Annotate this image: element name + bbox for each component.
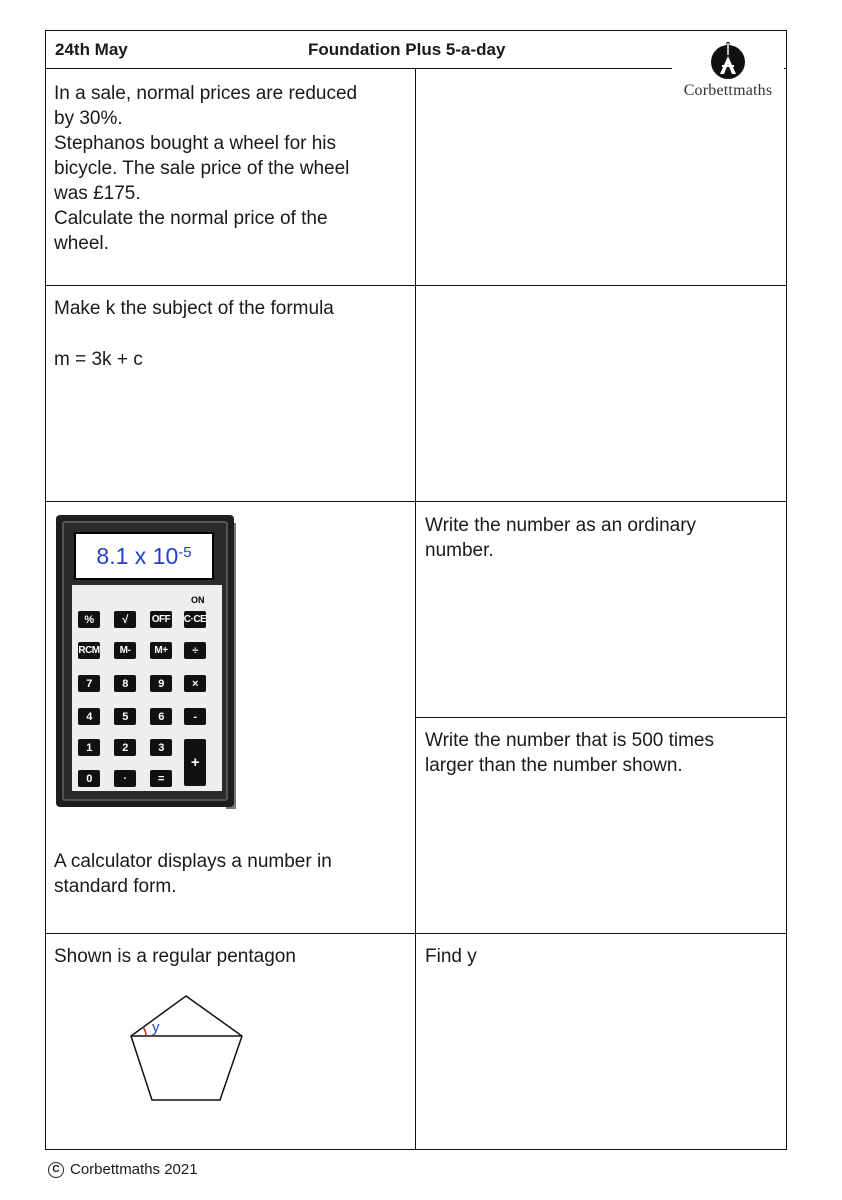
question-1-line: Calculate the normal price of the	[54, 208, 328, 229]
calculator-body	[56, 515, 234, 807]
question-1-line: wheel.	[54, 233, 109, 254]
question-1-line: was £175.	[54, 183, 141, 204]
key-divide: ÷	[184, 642, 206, 659]
key-9: 9	[150, 675, 172, 692]
key-minus: -	[184, 708, 206, 725]
corbettmaths-logo	[672, 42, 784, 102]
question-4-text	[54, 944, 404, 969]
display-exponent: -5	[178, 543, 192, 561]
column-divider	[415, 69, 416, 1149]
worksheet-date: 24th May	[55, 40, 128, 59]
key-m-minus: M-	[114, 642, 136, 659]
logo-text: Corbettmaths	[683, 82, 773, 99]
key-decimal: ·	[114, 770, 136, 787]
key-equals: =	[150, 770, 172, 787]
footer	[48, 1161, 198, 1178]
key-6: 6	[150, 708, 172, 725]
part-a-line: Write the number as an ordinary	[425, 515, 697, 536]
find-y-text: Find y	[425, 946, 477, 967]
pentagon-diagram	[125, 990, 255, 1102]
key-m-plus: M+	[150, 642, 172, 659]
key-multiply: ×	[184, 675, 206, 692]
display-mantissa: 8.1 x 10	[96, 542, 179, 569]
key-3: 3	[150, 739, 172, 756]
part-a-line: number.	[425, 540, 494, 561]
question-2-text	[54, 296, 404, 372]
row-divider	[415, 717, 787, 718]
question-3-part-b	[425, 728, 775, 778]
question-2-formula: m = 3k + c	[54, 349, 143, 370]
row-divider	[45, 933, 787, 934]
key-1: 1	[78, 739, 100, 756]
question-3-part-a	[425, 513, 775, 563]
worksheet-title: Foundation Plus 5-a-day	[308, 40, 506, 59]
caption-line: standard form.	[54, 876, 177, 897]
part-b-line: Write the number that is 500 times	[425, 730, 714, 751]
question-4-answer-prompt	[425, 944, 775, 969]
key-8: 8	[114, 675, 136, 692]
key-off: OFF	[150, 611, 172, 628]
key-7: 7	[78, 675, 100, 692]
corbettmaths-emblem-icon	[708, 42, 748, 80]
calculator-display	[74, 532, 214, 580]
calculator-image	[56, 515, 238, 811]
calculator-face	[62, 521, 228, 801]
key-4: 4	[78, 708, 100, 725]
copyright-icon: C	[48, 1162, 64, 1178]
question-1-line: In a sale, normal prices are reduced	[54, 83, 358, 104]
row-divider	[45, 285, 787, 286]
question-2-instruction: Make k the subject of the formula	[54, 298, 334, 319]
angle-arc	[143, 1027, 146, 1036]
question-1-line: bicycle. The sale price of the wheel	[54, 158, 350, 179]
caption-line: A calculator displays a number in	[54, 851, 332, 872]
part-b-line: larger than the number shown.	[425, 755, 683, 776]
question-3-caption	[54, 849, 404, 899]
question-1-text	[54, 81, 404, 256]
question-1-line: Stephanos bought a wheel for his	[54, 133, 337, 154]
key-2: 2	[114, 739, 136, 756]
question-1-line: by 30%.	[54, 108, 123, 129]
regular-pentagon	[131, 996, 242, 1100]
key-sqrt: √	[114, 611, 136, 628]
row-divider	[45, 501, 787, 502]
key-percent: %	[78, 611, 100, 628]
key-c-ce: C·CE	[184, 611, 206, 628]
key-rcm: RCM	[78, 642, 100, 659]
footer-text: Corbettmaths 2021	[70, 1161, 198, 1178]
question-4-statement: Shown is a regular pentagon	[54, 946, 296, 967]
key-plus: +	[184, 739, 206, 786]
angle-label-y: y	[152, 1019, 160, 1036]
key-5: 5	[114, 708, 136, 725]
on-label: ON	[191, 595, 205, 605]
key-0: 0	[78, 770, 100, 787]
